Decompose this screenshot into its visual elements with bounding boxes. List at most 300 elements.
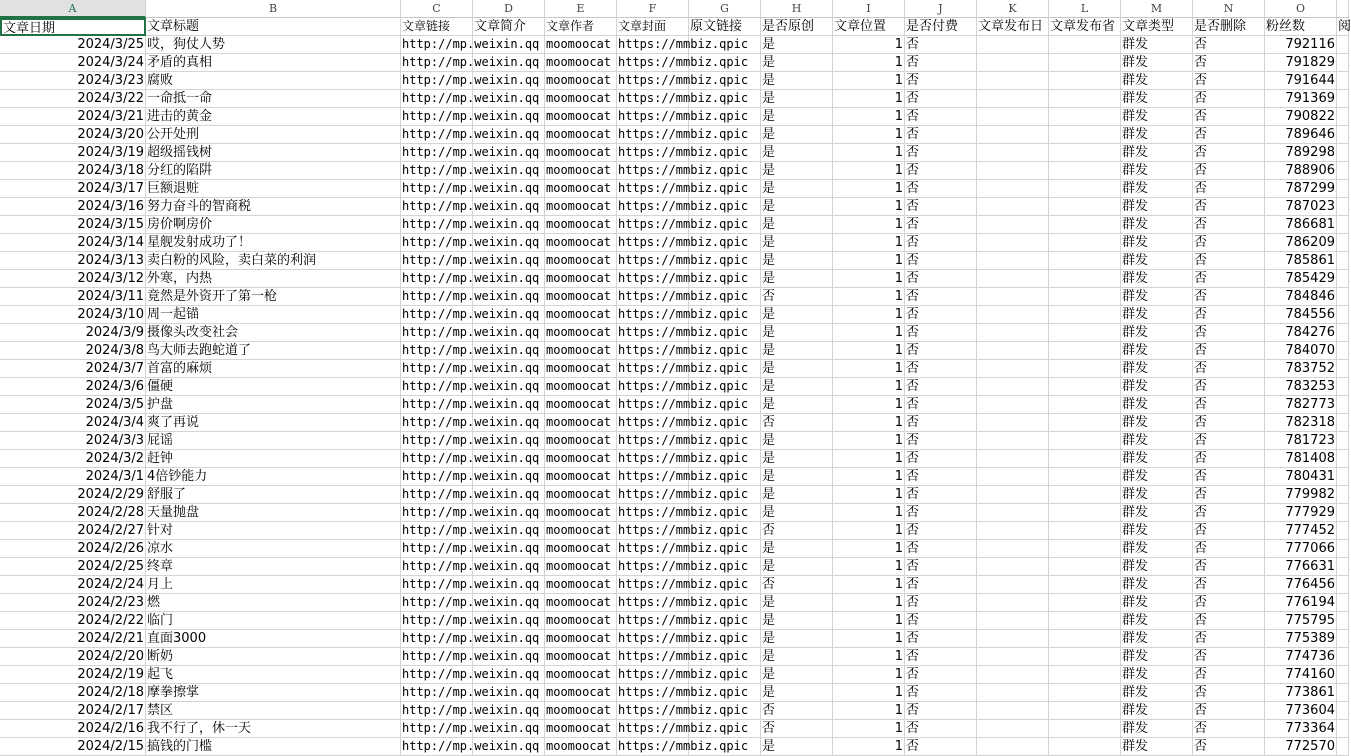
table-cell[interactable]: 凉水 <box>146 540 401 558</box>
table-cell[interactable]: 2024/2/19 <box>0 666 146 684</box>
table-cell[interactable] <box>689 504 761 522</box>
table-cell[interactable] <box>1049 666 1121 684</box>
table-cell[interactable]: 773604 <box>1265 702 1337 720</box>
table-cell[interactable]: 否 <box>905 270 977 288</box>
table-cell[interactable]: moomoocat <box>545 198 617 216</box>
table-cell[interactable] <box>1049 540 1121 558</box>
table-cell[interactable]: 群发 <box>1121 162 1193 180</box>
header-cell[interactable]: 是否删除 <box>1193 18 1265 36</box>
table-cell[interactable]: 2024/3/20 <box>0 126 146 144</box>
table-cell[interactable] <box>689 396 761 414</box>
table-cell[interactable]: 2024/3/18 <box>0 162 146 180</box>
table-cell[interactable]: moomoocat <box>545 180 617 198</box>
table-cell[interactable]: 否 <box>905 450 977 468</box>
table-cell[interactable]: 1 <box>833 342 905 360</box>
table-cell[interactable]: 2024/3/2 <box>0 450 146 468</box>
table-cell[interactable] <box>1337 450 1349 468</box>
column-header-p[interactable] <box>1337 0 1349 18</box>
table-cell[interactable] <box>473 576 545 594</box>
table-cell[interactable]: 1 <box>833 666 905 684</box>
table-cell[interactable] <box>977 270 1049 288</box>
table-cell[interactable]: 群发 <box>1121 486 1193 504</box>
table-cell[interactable]: 785861 <box>1265 252 1337 270</box>
table-cell[interactable] <box>977 126 1049 144</box>
table-cell[interactable]: http://mp.weixin.qq <box>401 648 473 666</box>
table-cell[interactable]: moomoocat <box>545 576 617 594</box>
table-cell[interactable] <box>689 36 761 54</box>
table-cell[interactable] <box>1337 324 1349 342</box>
table-cell[interactable]: 否 <box>1193 738 1265 756</box>
table-cell[interactable]: 否 <box>905 162 977 180</box>
table-cell[interactable]: 否 <box>1193 108 1265 126</box>
table-cell[interactable]: 群发 <box>1121 504 1193 522</box>
table-cell[interactable]: 1 <box>833 684 905 702</box>
table-cell[interactable] <box>1337 144 1349 162</box>
table-cell[interactable]: http://mp.weixin.qq <box>401 360 473 378</box>
table-cell[interactable]: moomoocat <box>545 108 617 126</box>
table-cell[interactable]: 否 <box>905 702 977 720</box>
table-cell[interactable] <box>689 414 761 432</box>
header-cell[interactable]: 文章作者 <box>545 18 617 36</box>
table-cell[interactable]: https://mmbiz.qpic <box>617 666 689 684</box>
table-cell[interactable]: 是 <box>761 306 833 324</box>
table-cell[interactable] <box>1337 648 1349 666</box>
column-header-m[interactable]: M <box>1121 0 1193 18</box>
table-cell[interactable] <box>689 198 761 216</box>
table-cell[interactable]: 是 <box>761 612 833 630</box>
table-cell[interactable]: http://mp.weixin.qq <box>401 504 473 522</box>
table-cell[interactable]: 2024/2/17 <box>0 702 146 720</box>
table-cell[interactable]: 群发 <box>1121 144 1193 162</box>
table-cell[interactable] <box>1049 306 1121 324</box>
table-cell[interactable]: 2024/3/12 <box>0 270 146 288</box>
table-cell[interactable] <box>473 342 545 360</box>
table-cell[interactable]: 2024/2/25 <box>0 558 146 576</box>
table-cell[interactable] <box>689 720 761 738</box>
table-cell[interactable]: 792116 <box>1265 36 1337 54</box>
table-cell[interactable] <box>977 342 1049 360</box>
table-cell[interactable] <box>1049 450 1121 468</box>
table-cell[interactable]: moomoocat <box>545 54 617 72</box>
table-cell[interactable]: 2024/2/22 <box>0 612 146 630</box>
table-cell[interactable]: moomoocat <box>545 324 617 342</box>
table-cell[interactable]: 2024/2/15 <box>0 738 146 756</box>
table-cell[interactable]: 1 <box>833 630 905 648</box>
table-cell[interactable] <box>1049 558 1121 576</box>
table-cell[interactable] <box>473 738 545 756</box>
table-cell[interactable]: 1 <box>833 198 905 216</box>
table-cell[interactable]: 否 <box>905 414 977 432</box>
table-cell[interactable]: 是 <box>761 432 833 450</box>
table-cell[interactable] <box>977 306 1049 324</box>
table-cell[interactable]: moomoocat <box>545 288 617 306</box>
table-cell[interactable]: 2024/3/14 <box>0 234 146 252</box>
table-cell[interactable] <box>977 468 1049 486</box>
column-header-f[interactable]: F <box>617 0 689 18</box>
table-cell[interactable] <box>689 306 761 324</box>
table-cell[interactable]: 群发 <box>1121 612 1193 630</box>
table-cell[interactable] <box>977 594 1049 612</box>
table-cell[interactable]: 否 <box>761 702 833 720</box>
table-cell[interactable] <box>977 630 1049 648</box>
table-cell[interactable]: 竟然是外资开了第一枪 <box>146 288 401 306</box>
table-cell[interactable] <box>977 720 1049 738</box>
table-cell[interactable]: http://mp.weixin.qq <box>401 576 473 594</box>
table-cell[interactable]: http://mp.weixin.qq <box>401 288 473 306</box>
table-cell[interactable] <box>1337 576 1349 594</box>
table-cell[interactable]: 群发 <box>1121 72 1193 90</box>
table-cell[interactable]: 791369 <box>1265 90 1337 108</box>
table-cell[interactable]: 群发 <box>1121 720 1193 738</box>
table-cell[interactable] <box>1049 72 1121 90</box>
table-cell[interactable] <box>473 486 545 504</box>
table-cell[interactable]: 终章 <box>146 558 401 576</box>
table-cell[interactable]: moomoocat <box>545 72 617 90</box>
table-cell[interactable]: https://mmbiz.qpic <box>617 90 689 108</box>
table-cell[interactable] <box>689 378 761 396</box>
table-cell[interactable]: 否 <box>905 36 977 54</box>
table-cell[interactable]: 否 <box>905 144 977 162</box>
table-cell[interactable]: moomoocat <box>545 144 617 162</box>
table-cell[interactable] <box>689 108 761 126</box>
table-cell[interactable] <box>473 396 545 414</box>
table-cell[interactable]: 784556 <box>1265 306 1337 324</box>
table-cell[interactable]: 2024/3/3 <box>0 432 146 450</box>
table-cell[interactable] <box>473 630 545 648</box>
table-cell[interactable] <box>689 648 761 666</box>
table-cell[interactable]: https://mmbiz.qpic <box>617 450 689 468</box>
table-cell[interactable]: 1 <box>833 324 905 342</box>
table-cell[interactable]: 1 <box>833 468 905 486</box>
table-cell[interactable]: 1 <box>833 720 905 738</box>
table-cell[interactable]: 否 <box>905 306 977 324</box>
table-cell[interactable]: 赶钟 <box>146 450 401 468</box>
table-cell[interactable]: 是 <box>761 648 833 666</box>
table-cell[interactable]: 摄像头改变社会 <box>146 324 401 342</box>
table-cell[interactable]: 群发 <box>1121 198 1193 216</box>
table-cell[interactable]: 782318 <box>1265 414 1337 432</box>
table-cell[interactable]: 781408 <box>1265 450 1337 468</box>
table-cell[interactable]: https://mmbiz.qpic <box>617 540 689 558</box>
table-cell[interactable]: 2024/3/7 <box>0 360 146 378</box>
table-cell[interactable] <box>689 630 761 648</box>
table-cell[interactable]: 是 <box>761 324 833 342</box>
table-cell[interactable]: http://mp.weixin.qq <box>401 342 473 360</box>
table-cell[interactable]: https://mmbiz.qpic <box>617 558 689 576</box>
column-header-d[interactable]: D <box>473 0 545 18</box>
table-cell[interactable]: 否 <box>1193 576 1265 594</box>
table-cell[interactable]: 2024/3/1 <box>0 468 146 486</box>
table-cell[interactable]: http://mp.weixin.qq <box>401 162 473 180</box>
table-cell[interactable] <box>1049 36 1121 54</box>
table-cell[interactable]: 1 <box>833 360 905 378</box>
table-cell[interactable]: 1 <box>833 72 905 90</box>
table-cell[interactable] <box>977 648 1049 666</box>
table-cell[interactable]: 780431 <box>1265 468 1337 486</box>
table-cell[interactable]: 2024/3/22 <box>0 90 146 108</box>
table-cell[interactable] <box>1337 630 1349 648</box>
table-cell[interactable]: 是 <box>761 216 833 234</box>
table-cell[interactable]: 群发 <box>1121 684 1193 702</box>
table-cell[interactable] <box>473 54 545 72</box>
table-cell[interactable] <box>473 288 545 306</box>
table-cell[interactable]: 否 <box>905 378 977 396</box>
table-cell[interactable]: http://mp.weixin.qq <box>401 558 473 576</box>
table-cell[interactable]: moomoocat <box>545 612 617 630</box>
table-cell[interactable]: 是 <box>761 36 833 54</box>
table-cell[interactable]: 否 <box>1193 468 1265 486</box>
table-cell[interactable]: 1 <box>833 612 905 630</box>
table-cell[interactable]: 是 <box>761 468 833 486</box>
table-cell[interactable]: http://mp.weixin.qq <box>401 306 473 324</box>
table-cell[interactable]: 是 <box>761 108 833 126</box>
table-cell[interactable]: 1 <box>833 414 905 432</box>
table-cell[interactable]: 是 <box>761 486 833 504</box>
table-cell[interactable] <box>473 72 545 90</box>
table-cell[interactable]: 屁谣 <box>146 432 401 450</box>
table-cell[interactable] <box>977 738 1049 756</box>
table-cell[interactable]: 776194 <box>1265 594 1337 612</box>
table-cell[interactable]: 是 <box>761 54 833 72</box>
table-cell[interactable]: moomoocat <box>545 468 617 486</box>
table-cell[interactable]: http://mp.weixin.qq <box>401 450 473 468</box>
table-cell[interactable]: 是 <box>761 540 833 558</box>
table-cell[interactable]: 2024/3/9 <box>0 324 146 342</box>
table-cell[interactable]: 群发 <box>1121 252 1193 270</box>
table-cell[interactable]: 2024/3/6 <box>0 378 146 396</box>
table-cell[interactable]: 月上 <box>146 576 401 594</box>
table-cell[interactable]: 群发 <box>1121 36 1193 54</box>
table-cell[interactable]: 否 <box>905 72 977 90</box>
table-cell[interactable]: moomoocat <box>545 702 617 720</box>
table-cell[interactable] <box>473 378 545 396</box>
table-cell[interactable]: 群发 <box>1121 378 1193 396</box>
header-cell[interactable]: 原文链接 <box>689 18 761 36</box>
column-header-b[interactable]: B <box>146 0 401 18</box>
table-cell[interactable]: 784276 <box>1265 324 1337 342</box>
table-cell[interactable] <box>1049 270 1121 288</box>
table-cell[interactable] <box>977 216 1049 234</box>
table-cell[interactable]: 否 <box>1193 522 1265 540</box>
table-cell[interactable]: https://mmbiz.qpic <box>617 630 689 648</box>
table-cell[interactable]: 一命抵一命 <box>146 90 401 108</box>
table-cell[interactable]: https://mmbiz.qpic <box>617 288 689 306</box>
header-cell[interactable]: 文章发布日 <box>977 18 1049 36</box>
table-cell[interactable]: 775389 <box>1265 630 1337 648</box>
table-cell[interactable]: 2024/2/16 <box>0 720 146 738</box>
table-cell[interactable]: 1 <box>833 36 905 54</box>
table-cell[interactable]: 1 <box>833 144 905 162</box>
table-cell[interactable] <box>1049 252 1121 270</box>
table-cell[interactable]: 群发 <box>1121 126 1193 144</box>
table-cell[interactable]: 否 <box>905 558 977 576</box>
table-cell[interactable]: 否 <box>1193 288 1265 306</box>
table-cell[interactable] <box>977 162 1049 180</box>
table-cell[interactable]: 785429 <box>1265 270 1337 288</box>
table-cell[interactable]: 788906 <box>1265 162 1337 180</box>
table-cell[interactable] <box>1337 486 1349 504</box>
table-cell[interactable]: 1 <box>833 648 905 666</box>
table-cell[interactable] <box>473 36 545 54</box>
table-cell[interactable] <box>1049 342 1121 360</box>
active-cell[interactable]: 文章日期 <box>0 18 146 36</box>
table-cell[interactable]: http://mp.weixin.qq <box>401 522 473 540</box>
header-cell[interactable]: 粉丝数 <box>1265 18 1337 36</box>
table-cell[interactable]: 否 <box>905 540 977 558</box>
table-cell[interactable]: moomoocat <box>545 36 617 54</box>
table-cell[interactable]: 777452 <box>1265 522 1337 540</box>
table-cell[interactable]: 1 <box>833 432 905 450</box>
table-cell[interactable]: 否 <box>905 126 977 144</box>
table-cell[interactable]: 否 <box>905 216 977 234</box>
table-cell[interactable]: 772570 <box>1265 738 1337 756</box>
table-cell[interactable] <box>473 612 545 630</box>
table-cell[interactable] <box>977 684 1049 702</box>
table-cell[interactable]: 否 <box>1193 360 1265 378</box>
table-cell[interactable]: 2024/2/29 <box>0 486 146 504</box>
table-cell[interactable] <box>977 360 1049 378</box>
table-cell[interactable]: http://mp.weixin.qq <box>401 414 473 432</box>
table-cell[interactable] <box>1049 648 1121 666</box>
table-cell[interactable]: 否 <box>1193 702 1265 720</box>
table-cell[interactable]: 2024/3/4 <box>0 414 146 432</box>
table-cell[interactable]: 否 <box>1193 72 1265 90</box>
table-cell[interactable] <box>473 198 545 216</box>
table-cell[interactable]: 否 <box>1193 594 1265 612</box>
table-cell[interactable]: 是 <box>761 378 833 396</box>
column-header-o[interactable]: O <box>1265 0 1337 18</box>
table-cell[interactable] <box>1049 288 1121 306</box>
table-cell[interactable] <box>689 270 761 288</box>
table-cell[interactable] <box>689 522 761 540</box>
table-cell[interactable]: https://mmbiz.qpic <box>617 108 689 126</box>
table-cell[interactable] <box>689 432 761 450</box>
table-cell[interactable] <box>473 180 545 198</box>
table-cell[interactable]: 鸟大师去跑蛇道了 <box>146 342 401 360</box>
table-cell[interactable]: moomoocat <box>545 342 617 360</box>
table-cell[interactable]: 否 <box>1193 306 1265 324</box>
column-header-c[interactable]: C <box>401 0 473 18</box>
table-cell[interactable]: moomoocat <box>545 252 617 270</box>
table-cell[interactable]: moomoocat <box>545 270 617 288</box>
table-cell[interactable]: https://mmbiz.qpic <box>617 648 689 666</box>
table-cell[interactable]: 1 <box>833 594 905 612</box>
table-cell[interactable]: moomoocat <box>545 216 617 234</box>
table-cell[interactable] <box>1049 594 1121 612</box>
table-cell[interactable]: moomoocat <box>545 90 617 108</box>
table-cell[interactable]: 星舰发射成功了！ <box>146 234 401 252</box>
table-cell[interactable]: 护盘 <box>146 396 401 414</box>
table-cell[interactable]: 群发 <box>1121 306 1193 324</box>
table-cell[interactable] <box>473 162 545 180</box>
table-cell[interactable]: 777929 <box>1265 504 1337 522</box>
table-cell[interactable]: 否 <box>1193 558 1265 576</box>
table-cell[interactable] <box>977 576 1049 594</box>
table-cell[interactable]: 1 <box>833 450 905 468</box>
table-cell[interactable]: moomoocat <box>545 540 617 558</box>
table-cell[interactable]: 2024/3/21 <box>0 108 146 126</box>
table-cell[interactable]: 否 <box>1193 486 1265 504</box>
table-cell[interactable]: 1 <box>833 738 905 756</box>
table-cell[interactable]: https://mmbiz.qpic <box>617 396 689 414</box>
table-cell[interactable] <box>1337 270 1349 288</box>
table-cell[interactable]: 791644 <box>1265 72 1337 90</box>
table-cell[interactable] <box>1049 126 1121 144</box>
table-cell[interactable]: 773364 <box>1265 720 1337 738</box>
table-cell[interactable]: 2024/3/23 <box>0 72 146 90</box>
table-cell[interactable]: 是 <box>761 450 833 468</box>
table-cell[interactable] <box>473 126 545 144</box>
table-cell[interactable]: 是 <box>761 558 833 576</box>
table-cell[interactable] <box>977 252 1049 270</box>
table-cell[interactable]: 否 <box>905 594 977 612</box>
table-cell[interactable] <box>1049 324 1121 342</box>
table-cell[interactable]: 首富的麻烦 <box>146 360 401 378</box>
table-cell[interactable]: 784070 <box>1265 342 1337 360</box>
table-cell[interactable]: 1 <box>833 216 905 234</box>
table-cell[interactable] <box>1337 108 1349 126</box>
table-cell[interactable]: 群发 <box>1121 216 1193 234</box>
table-cell[interactable] <box>1049 702 1121 720</box>
table-cell[interactable]: 起飞 <box>146 666 401 684</box>
table-cell[interactable] <box>977 72 1049 90</box>
table-cell[interactable] <box>689 738 761 756</box>
table-cell[interactable]: 群发 <box>1121 90 1193 108</box>
table-cell[interactable]: moomoocat <box>545 558 617 576</box>
table-cell[interactable]: 2024/3/25 <box>0 36 146 54</box>
table-cell[interactable]: 否 <box>761 288 833 306</box>
table-cell[interactable]: 否 <box>905 108 977 126</box>
table-cell[interactable]: 1 <box>833 252 905 270</box>
table-cell[interactable]: 783253 <box>1265 378 1337 396</box>
table-cell[interactable] <box>689 144 761 162</box>
table-cell[interactable]: 1 <box>833 270 905 288</box>
table-cell[interactable]: 群发 <box>1121 522 1193 540</box>
table-cell[interactable]: 群发 <box>1121 180 1193 198</box>
table-cell[interactable]: 我不行了，休一天 <box>146 720 401 738</box>
table-cell[interactable]: https://mmbiz.qpic <box>617 360 689 378</box>
table-cell[interactable]: 卖白粉的风险，卖白菜的利润 <box>146 252 401 270</box>
table-cell[interactable] <box>977 666 1049 684</box>
table-cell[interactable]: 是 <box>761 180 833 198</box>
table-cell[interactable] <box>689 342 761 360</box>
table-cell[interactable]: 1 <box>833 504 905 522</box>
table-cell[interactable] <box>689 666 761 684</box>
table-cell[interactable] <box>977 36 1049 54</box>
table-cell[interactable]: 房价啊房价 <box>146 216 401 234</box>
table-cell[interactable]: 1 <box>833 288 905 306</box>
table-cell[interactable] <box>1337 72 1349 90</box>
table-cell[interactable]: moomoocat <box>545 630 617 648</box>
table-cell[interactable]: http://mp.weixin.qq <box>401 234 473 252</box>
table-cell[interactable] <box>977 486 1049 504</box>
table-cell[interactable]: 1 <box>833 162 905 180</box>
table-cell[interactable] <box>977 450 1049 468</box>
table-cell[interactable]: 2024/3/13 <box>0 252 146 270</box>
table-cell[interactable]: 1 <box>833 486 905 504</box>
table-cell[interactable]: 否 <box>761 414 833 432</box>
table-cell[interactable]: 782773 <box>1265 396 1337 414</box>
table-cell[interactable] <box>473 702 545 720</box>
table-cell[interactable]: 否 <box>905 468 977 486</box>
table-cell[interactable]: https://mmbiz.qpic <box>617 432 689 450</box>
table-cell[interactable] <box>689 594 761 612</box>
table-cell[interactable]: 2024/2/28 <box>0 504 146 522</box>
table-cell[interactable] <box>1337 432 1349 450</box>
table-cell[interactable] <box>689 558 761 576</box>
table-cell[interactable]: 群发 <box>1121 576 1193 594</box>
table-cell[interactable]: moomoocat <box>545 522 617 540</box>
